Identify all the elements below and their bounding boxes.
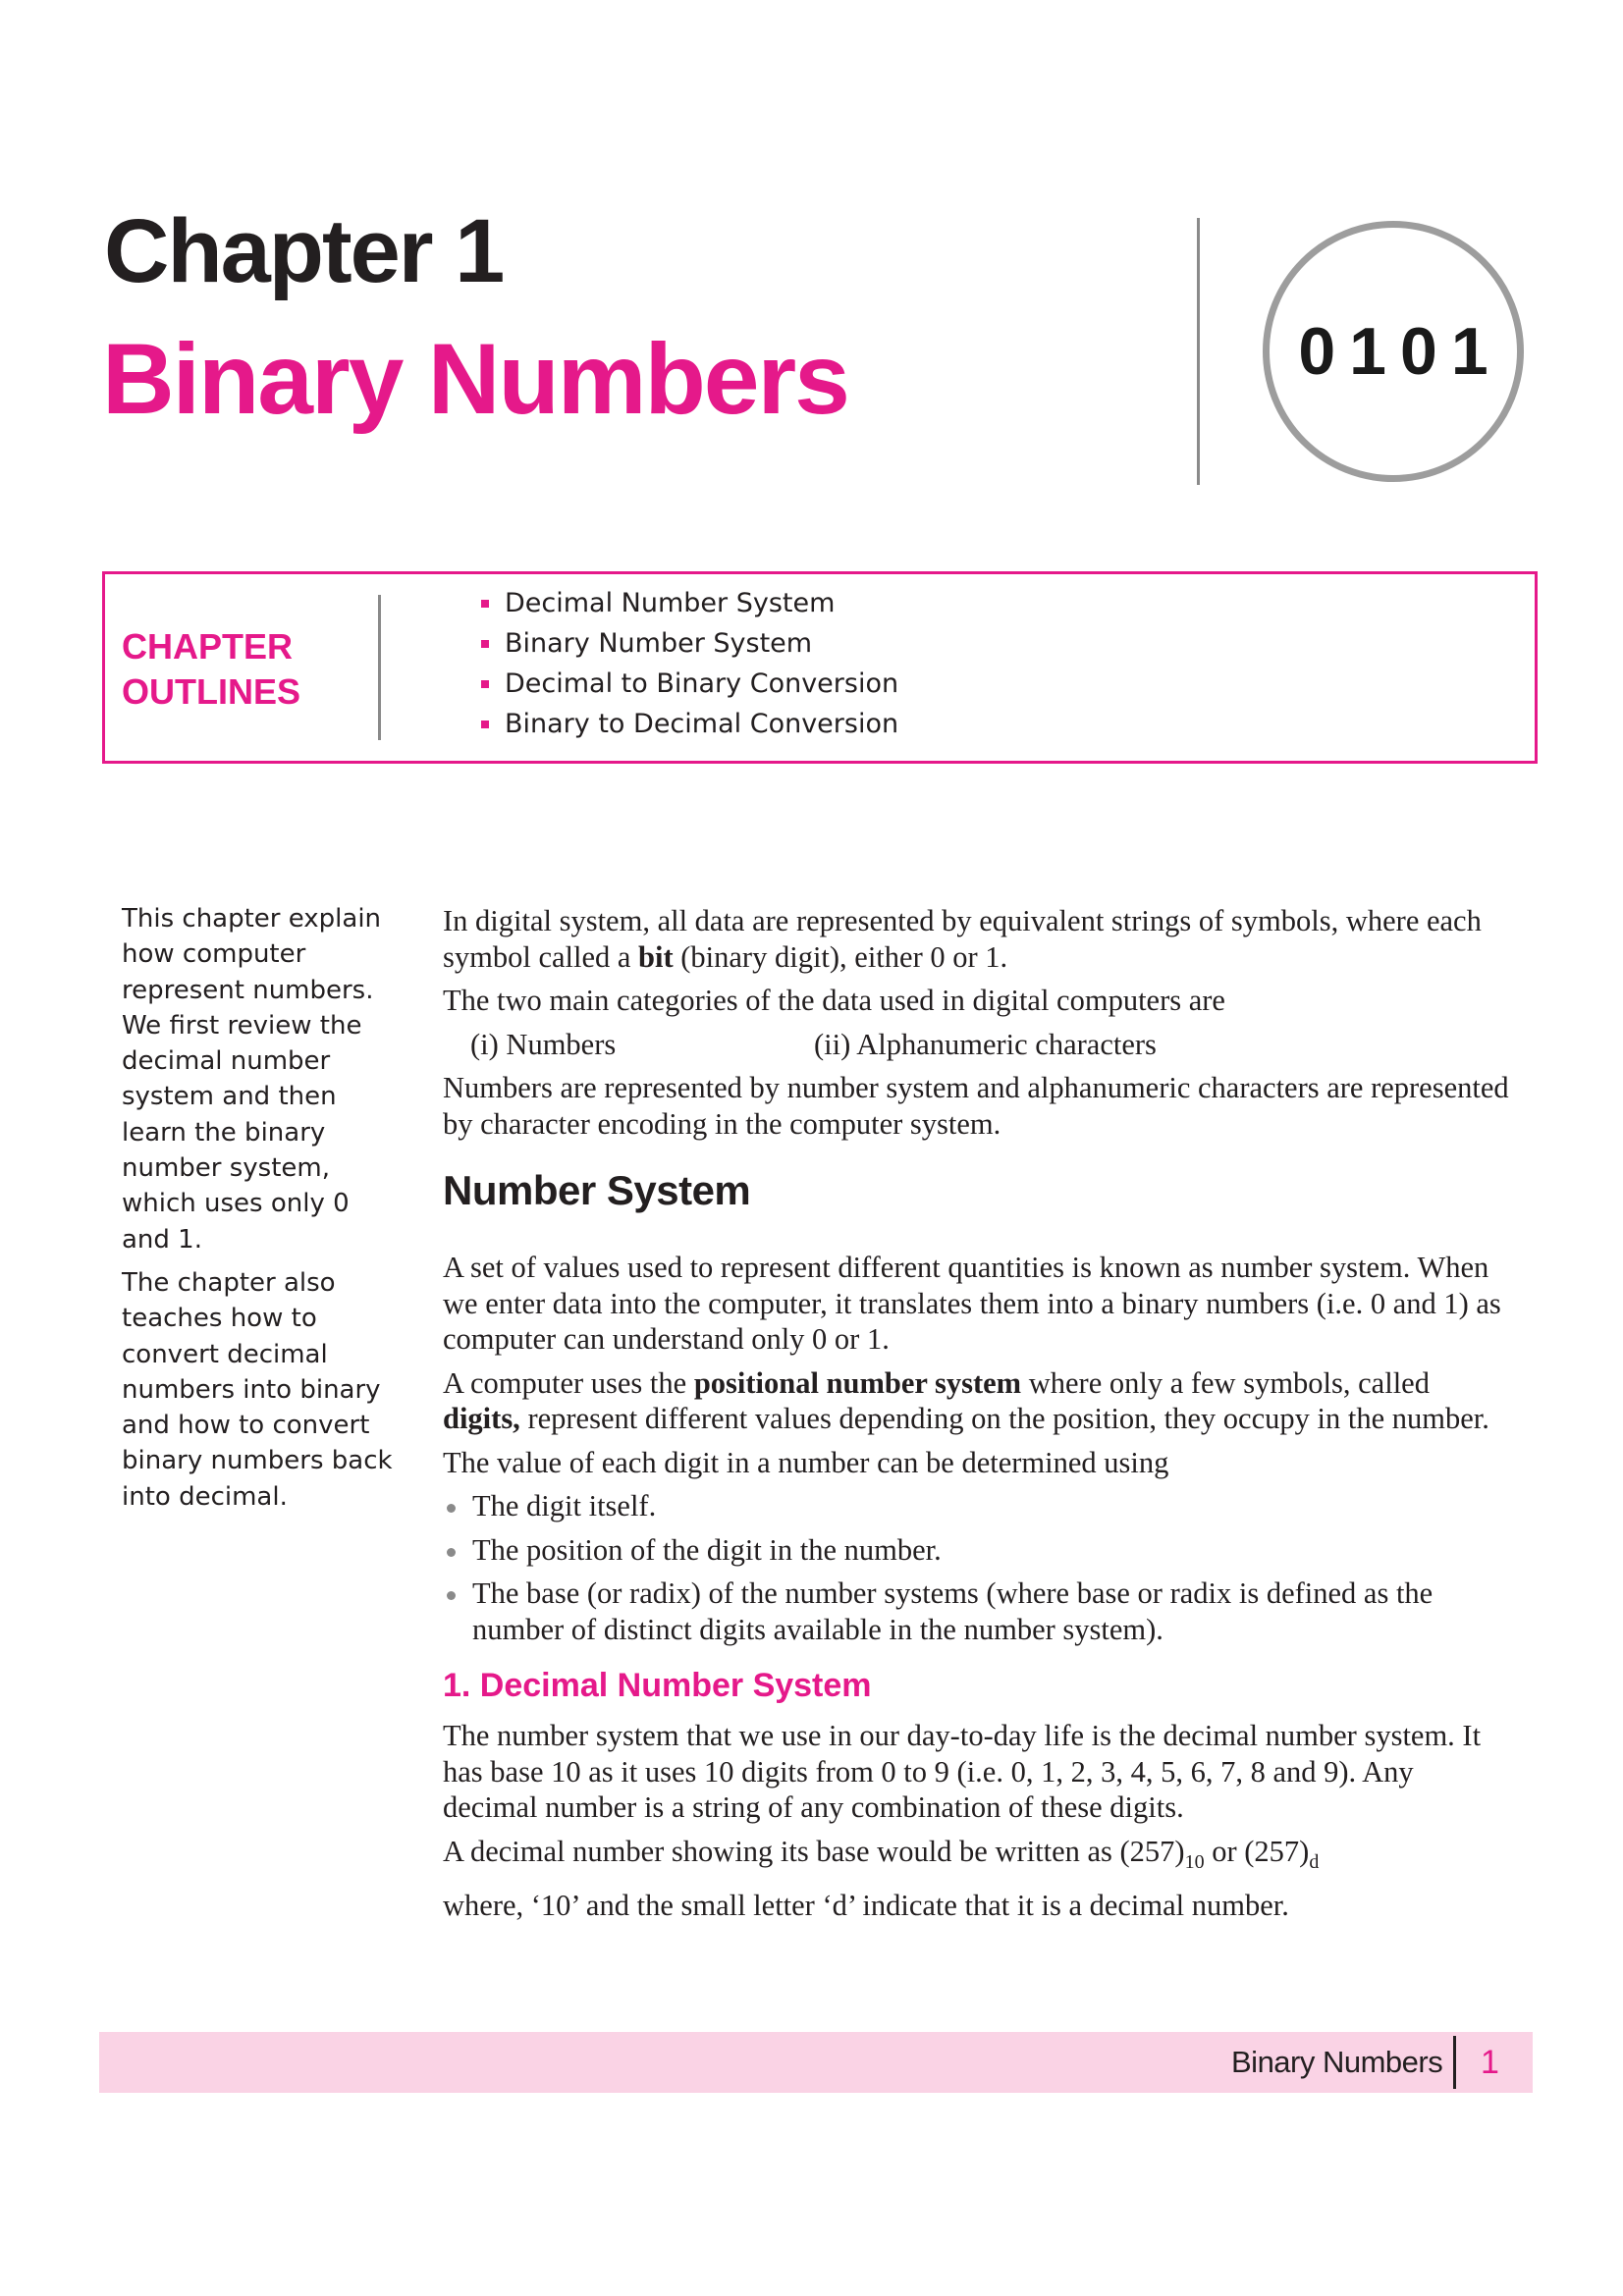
sidebar-paragraph: This chapter explain how computer represent numbers. We first review the decimal number system and then learn the binary number system, which uses only 0 and 1. xyxy=(122,904,382,1255)
category-alphanumeric: (ii) Alphanumeric characters xyxy=(814,1027,1157,1061)
list-item: The base (or radix) of the number systems (where base or radix is defined as the number of distinct digits available in the number system). xyxy=(443,1575,1513,1647)
binary-badge xyxy=(1263,221,1524,482)
number-system-paragraph: A set of values used to represent different quantities is known as number system. When we enter data into the computer, it translates them into a binary numbers (i.e. 0 and 1) as computer can understand only 0 or 1. xyxy=(443,1251,1501,1356)
outline-divider xyxy=(378,595,381,740)
digit-value-list xyxy=(443,1488,1513,1647)
outline-title-line1: CHAPTER xyxy=(122,626,294,667)
main-content xyxy=(443,903,1513,1932)
positional-paragraph: A computer uses the positional number system where only a few symbols, called digits, represent different values depending on the position, they occupy in the number. xyxy=(443,1365,1489,1435)
decimal-base-notation: A decimal number showing its base would be written as $(257)_{10}$ or $(257)_d$ xyxy=(443,1834,1320,1873)
outline-item: Binary Number System xyxy=(481,623,898,664)
outline-list xyxy=(481,583,898,744)
heading-decimal-number-system: 1. Decimal Number System xyxy=(443,1667,872,1704)
decimal-paragraph: The number system that we use in our day-to-day life is the decimal number system. It has base 10 as it uses 10 digits from 0 to 9 (i.e. 0, 1, 2, 3, 4, 5, 6, 7, 8 and 9). Any decimal number is a string of any combination of these digits. xyxy=(443,1719,1482,1824)
chapter-summary-sidebar xyxy=(122,901,397,1522)
intro-paragraph: In digital system, all data are represented by equivalent strings of symbols, where each symbol called a bit (binary digit), either 0 or 1. xyxy=(443,904,1482,974)
list-item: The position of the digit in the number. xyxy=(443,1532,1513,1569)
chapter-title: Binary Numbers xyxy=(102,323,848,435)
chapter-label: Chapter 1 xyxy=(104,201,504,301)
category-numbers: (i) Numbers xyxy=(470,1027,617,1061)
footer-running-title: Binary Numbers xyxy=(1231,2045,1443,2079)
digit-value-intro: The value of each digit in a number can be determined using xyxy=(443,1445,1169,1479)
categories-row xyxy=(443,1027,1513,1063)
chapter-outlines-title xyxy=(122,624,300,715)
outline-title-line2: OUTLINES xyxy=(122,671,301,712)
categories-intro: The two main categories of the data used in digital computers are xyxy=(443,984,1225,1017)
representation-paragraph: Numbers are represented by number system and alphanumeric characters are represented by character encoding in the computer system. xyxy=(443,1071,1509,1141)
header-divider xyxy=(1197,218,1200,485)
page-number: 1 xyxy=(1481,2044,1499,2081)
heading-number-system: Number System xyxy=(443,1167,751,1213)
sidebar-paragraph: The chapter also teaches how to convert decimal numbers into binary and how to convert binary numbers back into decimal. xyxy=(122,1267,393,1512)
footer-divider xyxy=(1453,2036,1456,2089)
outline-item: Binary to Decimal Conversion xyxy=(481,704,898,744)
badge-text: 0101 xyxy=(1298,314,1502,389)
outline-item: Decimal to Binary Conversion xyxy=(481,664,898,704)
outline-item: Decimal Number System xyxy=(481,583,898,623)
decimal-base-explanation: where, ‘10’ and the small letter ‘d’ indicate that it is a decimal number. xyxy=(443,1889,1289,1923)
list-item: The digit itself. xyxy=(443,1488,1513,1524)
